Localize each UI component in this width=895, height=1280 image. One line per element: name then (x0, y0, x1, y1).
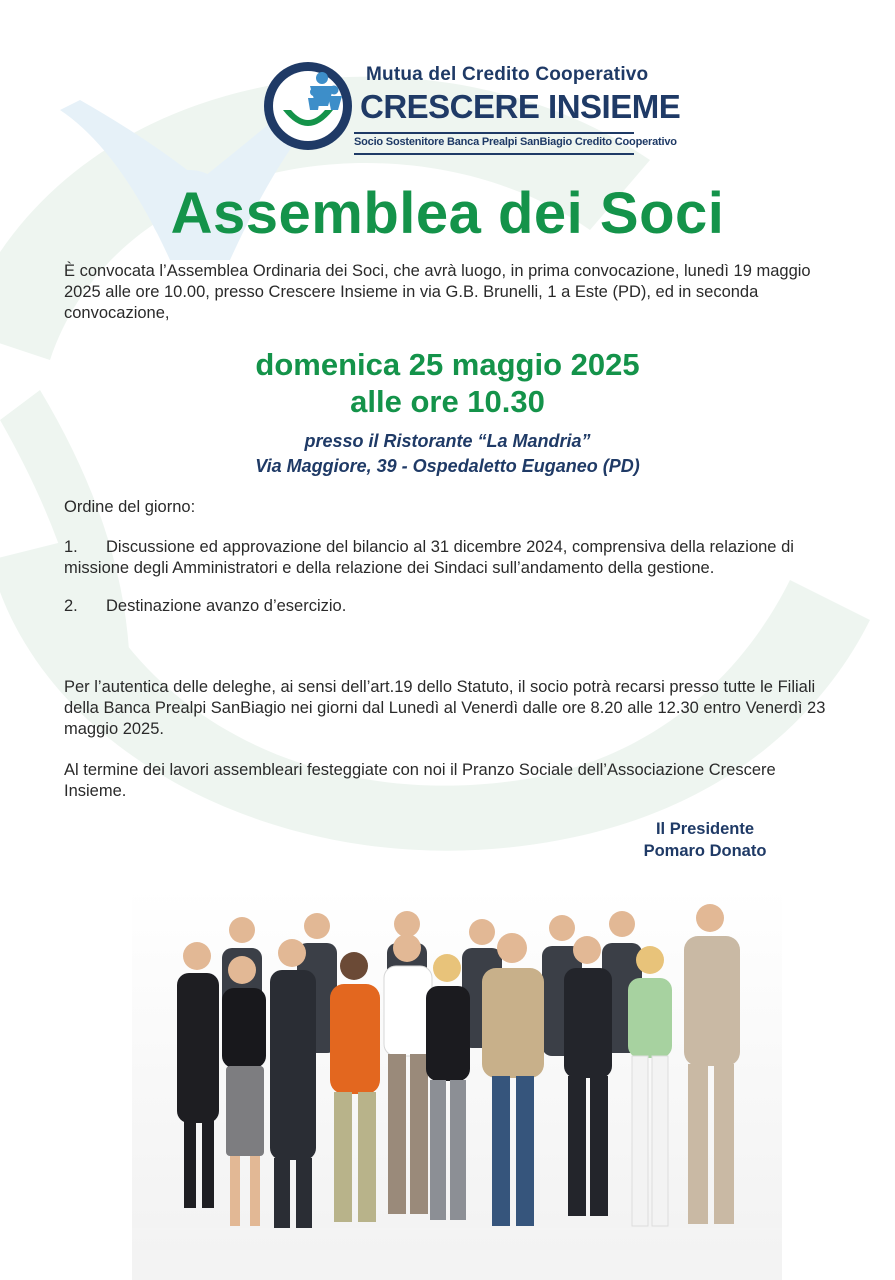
agenda-item-text: Destinazione avanzo d’esercizio. (106, 597, 347, 615)
proxy-paragraph: Per l’autentica delle deleghe, ai sensi dell’art.19 dello Statuto, il socio potrà recarsi presso tutte le Filiali della Banca Prealpi SanBiagio nei giorni dal Lunedì al Venerdì dalle ore 8.20 alle 12.30 entro Venerdì 23 maggio 2025. (64, 678, 826, 738)
agenda-item-number: 1. (64, 538, 78, 556)
agenda-item (64, 537, 839, 579)
signature-role: Il Presidente (655, 820, 755, 838)
organization-logo (262, 60, 681, 160)
venue-address: Via Maggiore, 39 - Ospedaletto Euganeo (PD) (255, 456, 640, 476)
meeting-time: alle ore 10.30 (350, 384, 545, 419)
intro-paragraph: È convocata l’Assemblea Ordinaria dei Soci, che avrà luogo, in prima convocazione, lunedì 19 maggio 2025 alle ore 10.00, presso Crescere Insieme in via G.B. Brunelli, 1 a Este (PD), ed in seconda convocazione, (64, 262, 811, 322)
logo-line-3: Socio Sostenitore Banca Prealpi SanBiagio Credito Cooperativo (354, 136, 677, 148)
signature-name: Pomaro Donato (643, 842, 767, 860)
lunch-paragraph: Al termine dei lavori assembleari festeggiate con noi il Pranzo Sociale dell’Associazione Crescere Insieme. (64, 761, 776, 800)
agenda-item-number: 2. (64, 597, 78, 615)
group-photo (132, 888, 782, 1280)
page-title: Assemblea dei Soci (170, 181, 725, 246)
signature-block (620, 818, 790, 862)
meeting-date: domenica 25 maggio 2025 (255, 347, 640, 382)
agenda-item-text: Discussione ed approvazione del bilancio al 31 dicembre 2024, comprensiva della relazione di missione degli Amministratori e della relazione dei Sindaci sull’andamento della gestione. (64, 538, 794, 577)
agenda-heading: Ordine del giorno: (64, 498, 196, 516)
logo-rule-bottom (354, 153, 634, 155)
logo-rule (354, 132, 634, 134)
logo-emblem-icon (262, 60, 354, 152)
logo-line-2: CRESCERE INSIEME (360, 88, 681, 125)
venue-name: presso il Ristorante “La Mandria” (304, 431, 591, 451)
agenda-item (64, 596, 839, 617)
logo-line-1: Mutua del Credito Cooperativo (366, 64, 649, 85)
